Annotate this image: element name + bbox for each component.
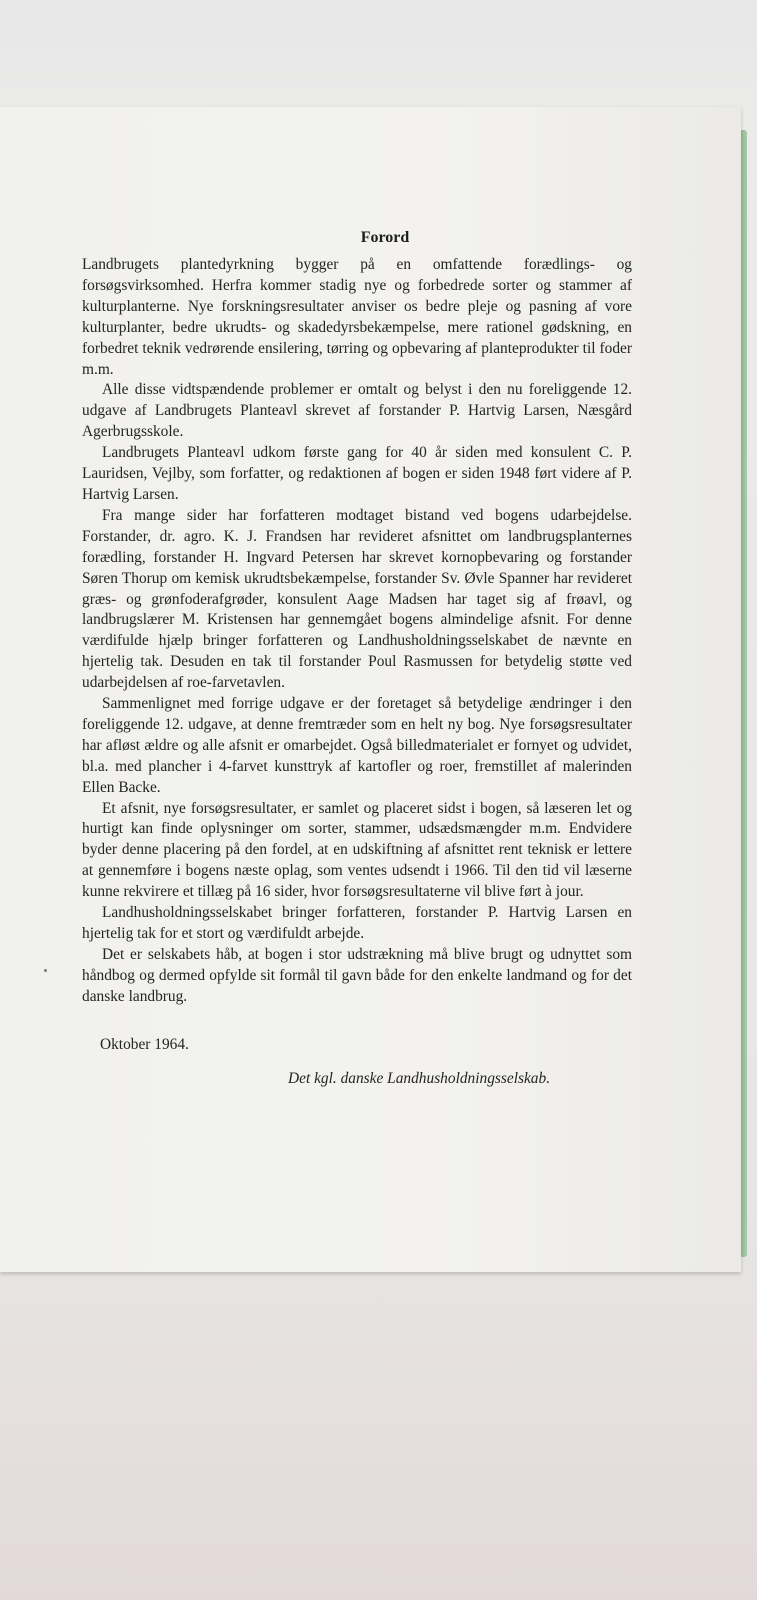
paragraph-2: Alle disse vidtspændende problemer er omtalt og belyst i den nu foreliggende 12. udgave af Landbrugets Planteavl skrevet af forstander P. Hartvig Larsen, Næsgård Agerbrugsskole. <box>82 381 632 441</box>
paragraph-6: Et afsnit, nye forsøgsresultater, er samlet og placeret sidst i bogen, så læseren let og hurtigt kan finde oplysninger om sorter, stammer, udsædsmængder m.m. Endvidere byder denne placering på den fordel, at en udskiftning af afsnittet rent teknisk er lettere at gennemføre i bogens næste oplag, som ventes udsendt i 1966. Til den tid vil læserne kunne rekvirere et tillæg på 16 sider, hvor forsøgsresultaterne vil blive ført à jour. <box>82 799 632 901</box>
date-line: Oktober 1964. <box>100 1036 189 1053</box>
paragraph-8: Det er selskabets håb, at bogen i stor udstrækning må blive brugt og udnyttet som håndbog og dermed opfylde sit formål til gavn både for den enkelte landmand og for det danske landbrug. <box>82 945 632 1005</box>
paragraph-4: Fra mange sider har forfatteren modtaget bistand ved bogens udarbejdelse. Forstander, dr. agro. K. J. Frandsen har revideret afsnittet om landbrugsplanternes forædling, forstander H. Ingvard Petersen har skrevet kornopbevaring og forstander Søren Thorup om kemisk ukrudtsbekæmpelse, forstander Sv. Øvle Spanner har revideret græs- og grønfoderafgrøder, konsulent Aage Madsen har taget sig af frøavl, og landbrugslærer M. Kristensen har gennemgået bogens almindelige afsnit. For denne værdifulde hjælp bringer forfatteren og Landhusholdningsselskabet de nævnte en hjertelig tak. Desuden en tak til forstander Poul Rasmussen for betydelig støtte ved udarbejdelsen af roe-farvetavlen. <box>82 506 632 692</box>
paragraph-3: Landbrugets Planteavl udkom første gang for 40 år siden med konsulent C. P. Lauridsen, Vejlby, som forfatter, og redaktionen af bogen er siden 1948 ført videre af P. Hartvig Larsen. <box>82 444 632 503</box>
page-title: Forord <box>360 229 410 246</box>
foreword-body <box>82 255 632 1008</box>
paragraph-1: Landbrugets plantedyrkning bygger på en omfattende forædlings- og forsøgsvirksomhed. Herfra kommer stadig nye og forbedrede sorter og stammer af kulturplanterne. Nye forskningsresultater anviser os bedre pleje og pasning af vore kulturplanter, bedre ukrudts- og skadedyrsbekæmpelse, mere rationel gødskning, en forbedret teknik vedrørende ensilering, tørring og opbevaring af planteprodukter til foder m.m. <box>82 256 632 378</box>
paragraph-7: Landhusholdningsselskabet bringer forfatteren, forstander P. Hartvig Larsen en hjertelig tak for et stort og værdifuldt arbejde. <box>82 904 632 942</box>
signature-line: Det kgl. danske Landhusholdningsselskab. <box>288 1070 551 1087</box>
book-page <box>0 107 741 1272</box>
paragraph-5: Sammenlignet med forrige udgave er der foretaget så betydelige ændringer i den foreliggende 12. udgave, at denne fremtræder som en helt ny bog. Nye forsøgsresultater har afløst ældre og alle afsnit er omarbejdet. Også billedmaterialet er fornyet og udvidet, bl.a. med plancher i 4-farvet kunsttryk af kartofler og roer, fremstillet af malerinden Ellen Backe. <box>82 695 632 796</box>
margin-mark <box>44 969 47 972</box>
